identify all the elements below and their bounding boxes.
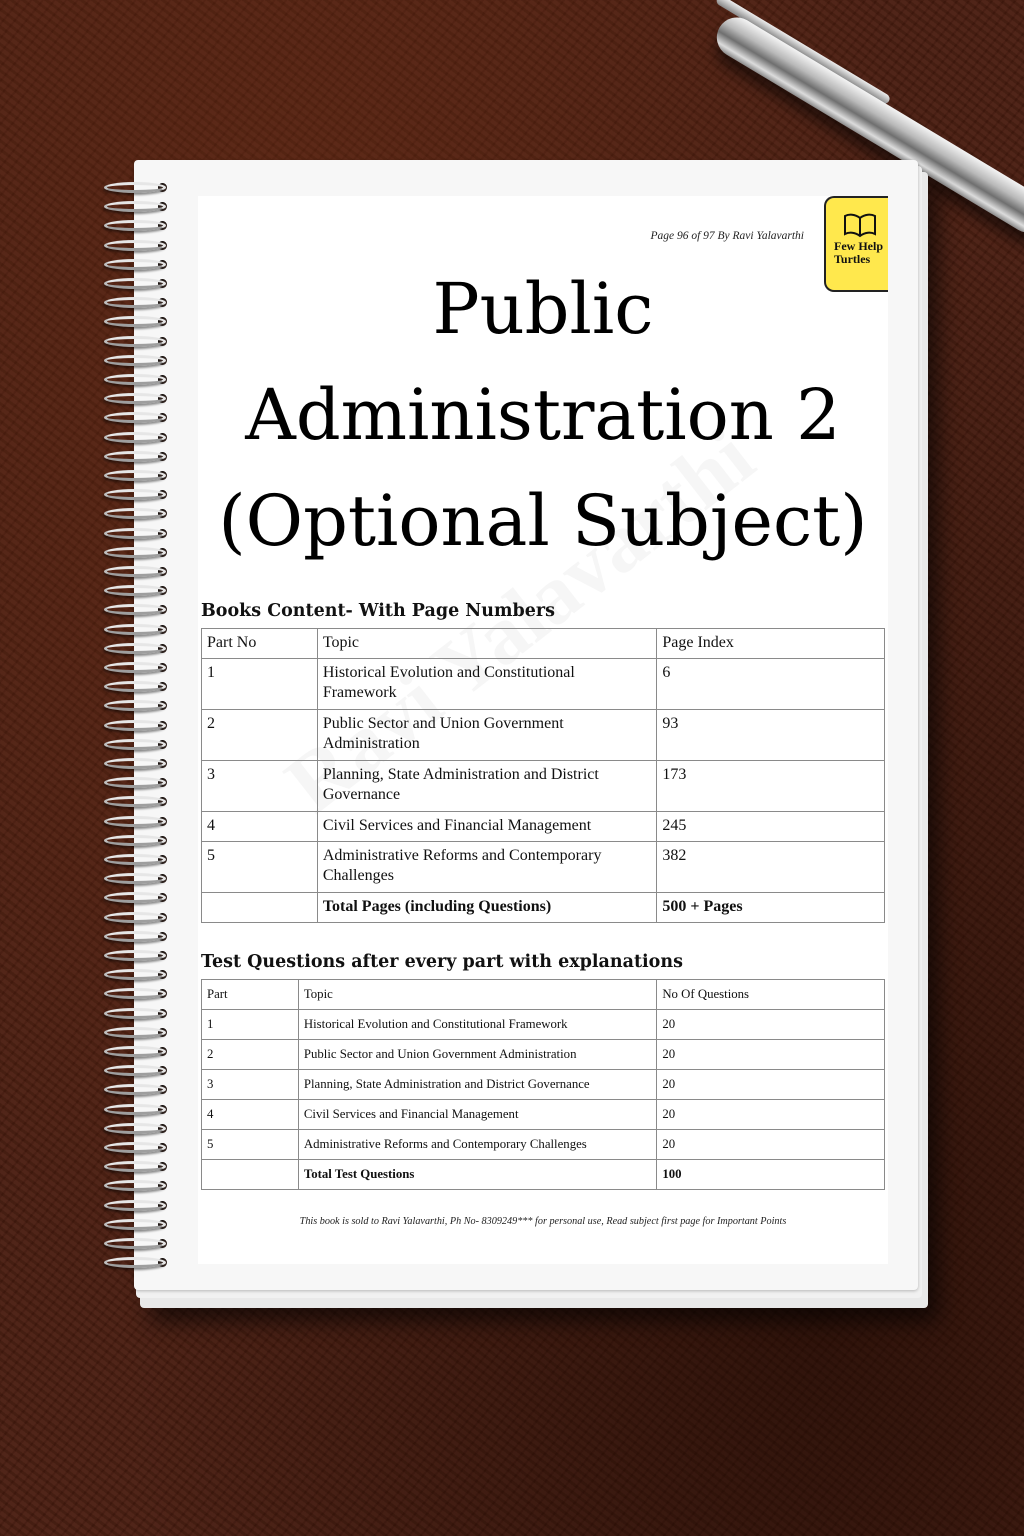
- table-cell: 500 + Pages: [657, 893, 885, 923]
- table-header-row: [202, 629, 885, 659]
- footer-note: This book is sold to Ravi Yalavarthi, Ph No- 8309249*** for personal use, Read subject first page for Important Points: [299, 1216, 787, 1227]
- table-cell: 4: [202, 1100, 299, 1130]
- table-cell: Historical Evolution and Constitutional Framework: [317, 659, 657, 710]
- table-cell: Administrative Reforms and Contemporary Challenges: [298, 1130, 656, 1160]
- title-line: Administration 2: [245, 374, 841, 456]
- table-cell: Planning, State Administration and District Governance: [298, 1070, 656, 1100]
- notebook: [134, 160, 918, 1290]
- table-cell: 93: [657, 710, 885, 761]
- table-cell: Public Sector and Union Government Administration: [298, 1040, 656, 1070]
- table-cell: [202, 1160, 299, 1190]
- brand-badge-text: Few Help Turtles: [834, 239, 883, 266]
- table-cell: 20: [657, 1130, 885, 1160]
- table-row: [202, 1040, 885, 1070]
- table-cell: 20: [657, 1040, 885, 1070]
- table-row: [202, 1100, 885, 1130]
- table-cell: 1: [202, 659, 318, 710]
- open-book-icon: [843, 212, 877, 238]
- table-cell: Civil Services and Financial Management: [298, 1100, 656, 1130]
- table-cell: 3: [202, 1070, 299, 1100]
- page-number-label: Page 96 of 97 By Ravi Yalavarthi: [650, 230, 804, 242]
- table-row: [202, 812, 885, 842]
- table-cell: Historical Evolution and Constitutional Framework: [298, 1010, 656, 1040]
- table-cell: 1: [202, 1010, 299, 1040]
- table-cell: Total Pages (including Questions): [317, 893, 657, 923]
- table-cell: 382: [657, 842, 885, 893]
- title-line: (Optional Subject): [218, 480, 868, 562]
- table-row: [202, 761, 885, 812]
- table-cell: 3: [202, 761, 318, 812]
- table-cell: 6: [657, 659, 885, 710]
- table-total-row: [202, 893, 885, 923]
- column-header: Part No: [202, 629, 318, 659]
- table-row: [202, 710, 885, 761]
- table-cell: 100: [657, 1160, 885, 1190]
- title-line: Public: [432, 268, 654, 350]
- table-row: [202, 842, 885, 893]
- table-cell: Public Sector and Union Government Administration: [317, 710, 657, 761]
- table-row: [202, 1070, 885, 1100]
- table-row: [202, 1010, 885, 1040]
- table-cell: Total Test Questions: [298, 1160, 656, 1190]
- table-cell: [202, 893, 318, 923]
- table-total-row: [202, 1160, 885, 1190]
- document-title: [198, 256, 888, 574]
- books-content-table: [201, 628, 885, 923]
- document-page: [198, 196, 888, 1264]
- table-cell: 4: [202, 812, 318, 842]
- test-questions-heading: Test Questions after every part with explanations: [201, 952, 683, 972]
- table-cell: 5: [202, 1130, 299, 1160]
- column-header: Page Index: [657, 629, 885, 659]
- table-cell: 20: [657, 1010, 885, 1040]
- table-header-row: [202, 980, 885, 1010]
- column-header: Part: [202, 980, 299, 1010]
- table-cell: 173: [657, 761, 885, 812]
- table-cell: 245: [657, 812, 885, 842]
- table-cell: Planning, State Administration and District Governance: [317, 761, 657, 812]
- column-header: No Of Questions: [657, 980, 885, 1010]
- table-cell: 2: [202, 710, 318, 761]
- table-cell: Administrative Reforms and Contemporary Challenges: [317, 842, 657, 893]
- column-header: Topic: [317, 629, 657, 659]
- column-header: Topic: [298, 980, 656, 1010]
- table-cell: 2: [202, 1040, 299, 1070]
- table-cell: 5: [202, 842, 318, 893]
- books-content-heading: Books Content- With Page Numbers: [201, 601, 555, 621]
- table-cell: Civil Services and Financial Management: [317, 812, 657, 842]
- table-row: [202, 1130, 885, 1160]
- table-cell: 20: [657, 1100, 885, 1130]
- test-questions-table: [201, 979, 885, 1190]
- table-cell: 20: [657, 1070, 885, 1100]
- table-row: [202, 659, 885, 710]
